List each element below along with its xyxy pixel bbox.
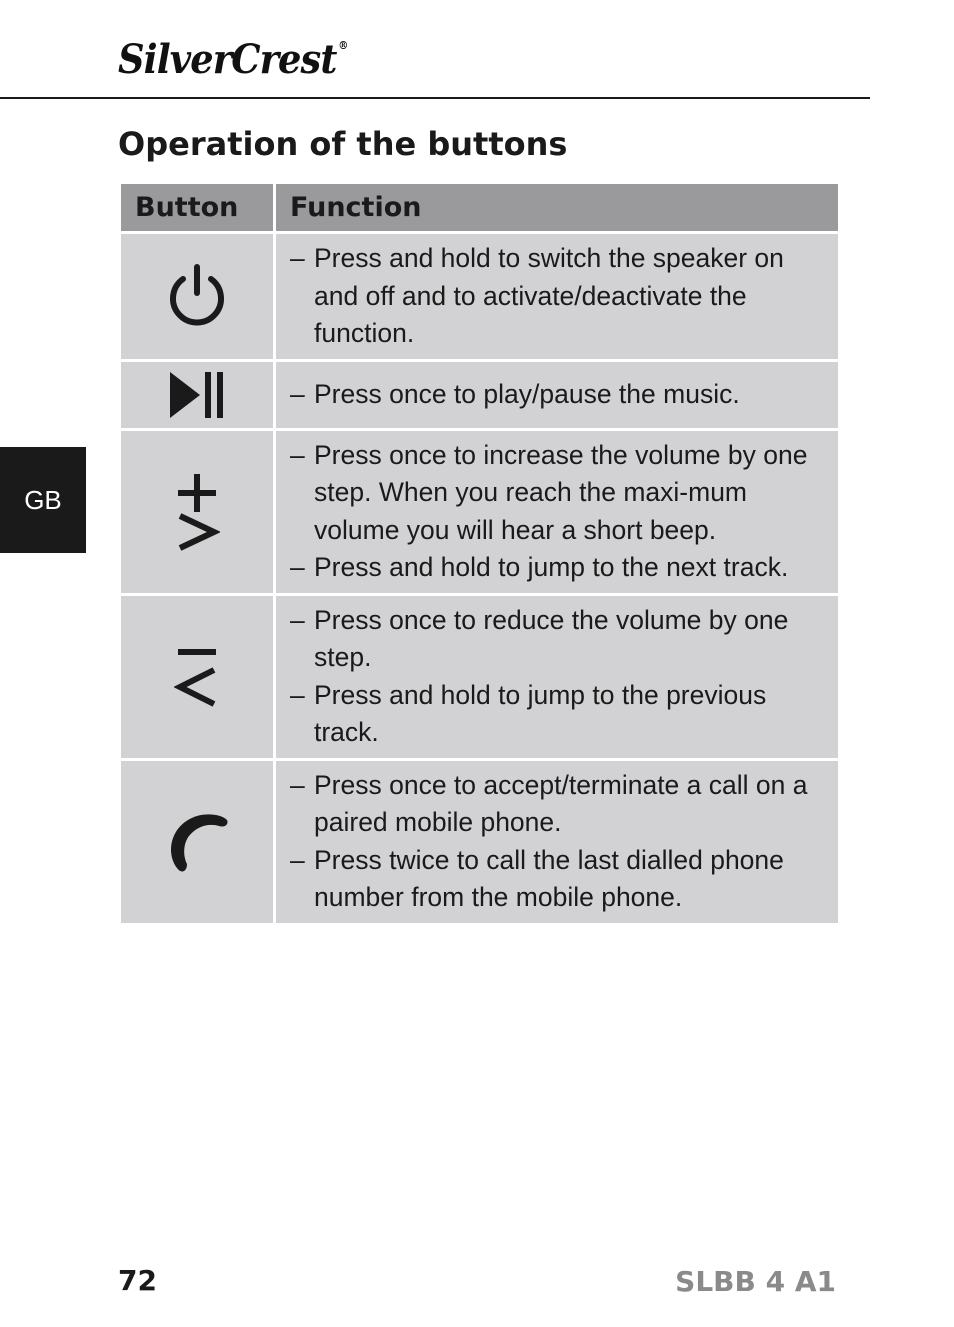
header-function: Function <box>276 184 838 231</box>
function-cell <box>276 596 838 758</box>
function-line: – Press once to play/pause the music. <box>290 376 828 414</box>
function-cell <box>276 431 838 593</box>
table-row <box>121 234 838 359</box>
section-title: Operation of the buttons <box>118 125 568 163</box>
volume-up-next-icon <box>174 472 220 552</box>
header-button: Button <box>121 184 273 231</box>
page-number: 72 <box>118 1264 157 1297</box>
icon-cell <box>121 761 273 923</box>
function-line: – Press once to increase the volume by one step. When you reach the maxi-mum volume you will hear a short beep. <box>290 437 828 550</box>
registered-mark: ® <box>338 39 348 52</box>
brand-name: SilverCrest <box>118 36 337 83</box>
language-code: GB <box>24 484 62 515</box>
model-name: SLBB 4 A1 <box>675 1265 836 1298</box>
table-row <box>121 362 838 428</box>
icon-cell <box>121 362 273 428</box>
icon-cell <box>121 596 273 758</box>
header-rule <box>0 97 870 99</box>
icon-cell <box>121 234 273 359</box>
table-header-row <box>121 184 838 231</box>
function-cell <box>276 234 838 359</box>
function-line: – Press and hold to jump to the previous track. <box>290 677 828 752</box>
function-line: – Press once to reduce the volume by one step. <box>290 602 828 677</box>
table-row <box>121 431 838 593</box>
phone-icon <box>163 808 231 876</box>
language-tab <box>0 447 86 553</box>
function-line: – Press twice to call the last dialled phone number from the mobile phone. <box>290 842 828 917</box>
function-line: – Press and hold to switch the speaker on and off and to activate/deactivate the function. <box>290 240 828 353</box>
icon-cell <box>121 431 273 593</box>
buttons-table <box>118 181 841 926</box>
function-cell <box>276 761 838 923</box>
function-line: – Press once to accept/terminate a call on a paired mobile phone. <box>290 767 828 842</box>
power-icon <box>166 263 228 329</box>
table-row <box>121 761 838 923</box>
volume-down-previous-icon <box>174 646 220 708</box>
brand-logo <box>118 36 348 83</box>
function-cell <box>276 362 838 428</box>
play-pause-icon <box>168 370 226 420</box>
table-row <box>121 596 838 758</box>
function-line: – Press and hold to jump to the next track. <box>290 549 828 587</box>
